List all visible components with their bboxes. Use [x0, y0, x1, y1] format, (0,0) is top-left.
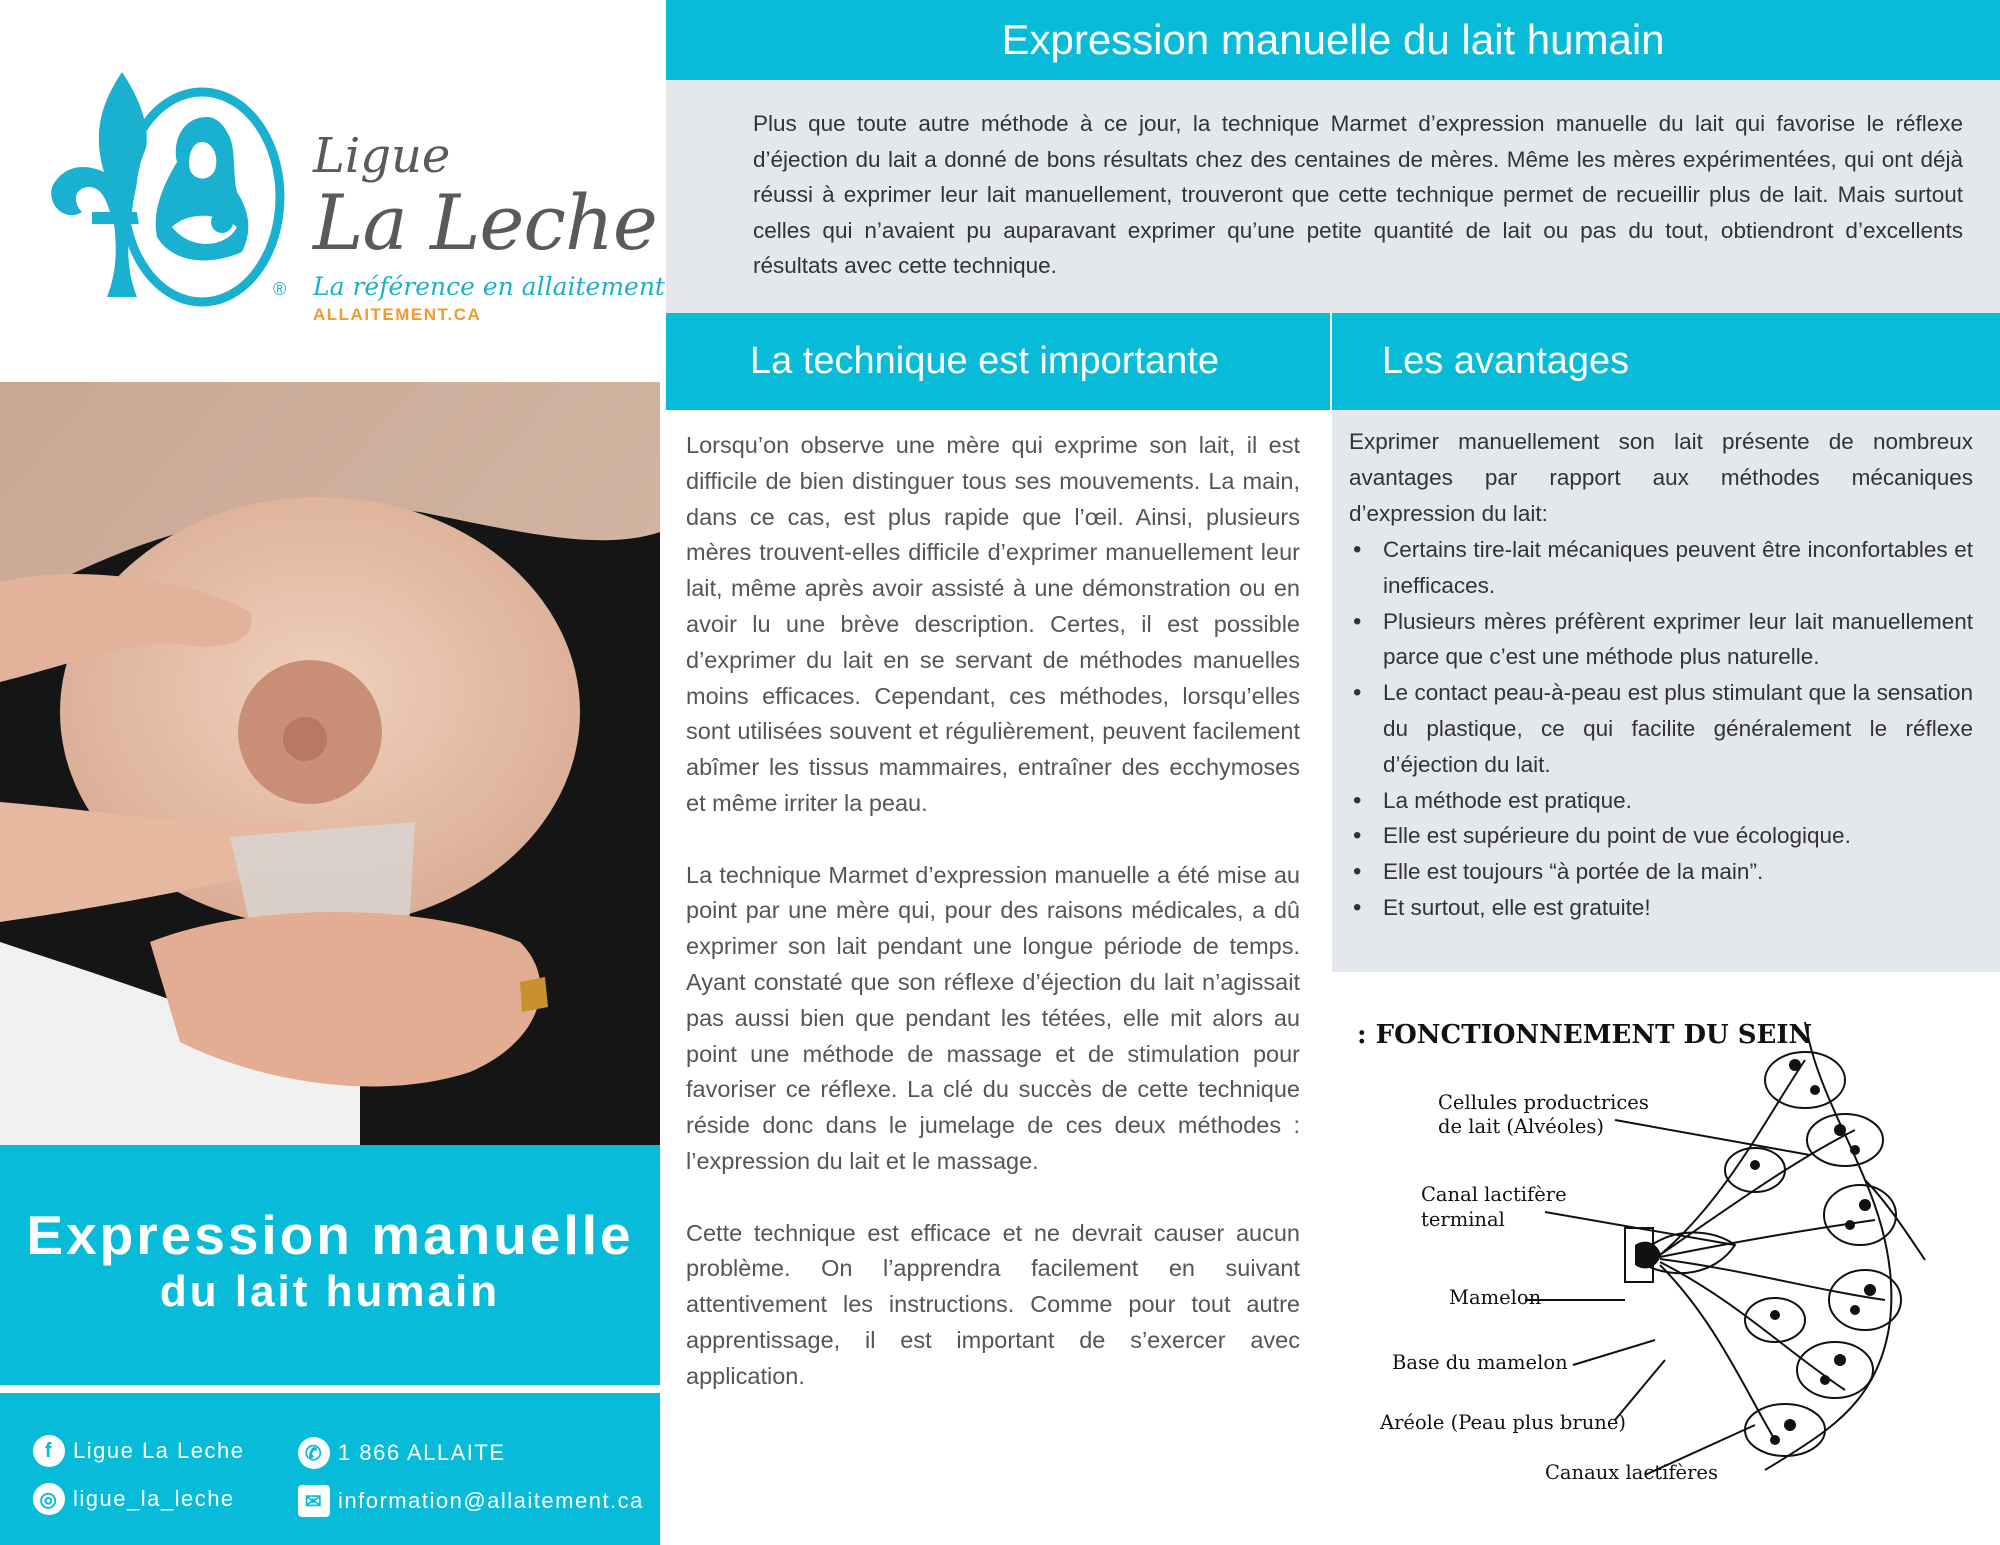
- list-item: • Certains tire-lait mécaniques peuvent être inconfortables et inefficaces.: [1349, 532, 1973, 604]
- facebook-icon: f: [33, 1435, 65, 1467]
- technique-paragraph: Lorsqu’on observe une mère qui exprime son lait, il est difficile de bien distinguer tous ses mouvements. La main, dans ce cas, est plus rapide que l’œil. Ainsi, plusieurs mères trouvent-elles difficile d’exprimer manuellement leur lait, même après avoir assisté à une démonstration ou en avoir lu une brève description. Certes, il est possible d’exprimer du lait en se servant de méthodes manuelles moins efficaces. Cependant, ces méthodes, lorsqu’elles sont utilisées souvent et régulièrement, peuvent facilement abîmer les tissus mammaires, entraîner des ecchymoses et même irriter la peau.: [686, 432, 1300, 816]
- technique-paragraph: Cette technique est efficace et ne devrait causer aucun problème. On l’apprendra facilement en suivant attentivement les instructions. Comme pour tout autre apprentissage, il est important de s’exercer avec application.: [686, 1219, 1300, 1389]
- label-alveoles: de lait (Alvéoles): [1438, 1115, 1604, 1138]
- email-label: information@allaitement.ca: [338, 1488, 644, 1513]
- avantages-intro: Exprimer manuellement son lait présente de nombreux avantages par rapport aux méthodes mécaniques d’expression du lait:: [1349, 429, 1973, 526]
- instagram-label: ligue_la_leche: [73, 1486, 235, 1511]
- fleur-de-lis-mother-child-icon: [22, 62, 292, 312]
- registered-mark: ®: [273, 279, 287, 299]
- contact-footer: [0, 1393, 660, 1545]
- technique-heading: La technique est importante: [666, 313, 1330, 410]
- label-canaux: Canaux lactifères: [1545, 1461, 1718, 1484]
- divider: [0, 1385, 660, 1393]
- email-icon: ✉: [298, 1485, 330, 1517]
- facebook-link[interactable]: [33, 1435, 244, 1467]
- logo-tagline: La référence en allaitement: [313, 272, 665, 301]
- technique-body: [686, 428, 1300, 1430]
- diagram-title: : FONCTIONNEMENT DU SEIN: [1357, 1020, 1813, 1050]
- cover-subtitle: du lait humain: [159, 1267, 501, 1316]
- hand-expression-photo: [0, 382, 660, 1145]
- logo-url: ALLAITEMENT.CA: [313, 305, 482, 324]
- label-alveoles: Cellules productrices: [1438, 1091, 1649, 1114]
- logo: [0, 0, 665, 380]
- logo-la-leche-text: La Leche: [313, 178, 657, 267]
- cover-title: Expression manuelle: [26, 1204, 634, 1266]
- email-link[interactable]: [298, 1485, 644, 1517]
- label-base-mamelon: Base du mamelon: [1392, 1351, 1568, 1374]
- avantages-list: [1349, 532, 1973, 926]
- label-canal-terminal: Canal lactifère: [1421, 1183, 1567, 1206]
- list-item: • Plusieurs mères préfèrent exprimer leur lait manuellement parce que c’est une méthode plus naturelle.: [1349, 604, 1973, 676]
- phone-label: 1 866 ALLAITE: [338, 1440, 506, 1465]
- phone-link[interactable]: [298, 1437, 506, 1469]
- label-areole: Aréole (Peau plus brune): [1380, 1411, 1626, 1434]
- intro-panel: [666, 80, 2000, 313]
- facebook-label: Ligue La Leche: [73, 1438, 245, 1463]
- list-item: • La méthode est pratique.: [1349, 783, 1973, 819]
- list-item: • Elle est supérieure du point de vue écologique.: [1349, 818, 1973, 854]
- list-item: • Elle est toujours “à portée de la main”.: [1349, 854, 1973, 890]
- instagram-icon: ◎: [33, 1483, 65, 1515]
- technique-paragraph: La technique Marmet d’expression manuelle a été mise au point par une mère qui, pour des raisons médicales, a dû exprimer son lait pendant une longue période de temps. Ayant constaté que son réflexe d’éjection du lait n’agissait pas aussi bien que pendant les tétées, elle mit alors au point une méthode de massage et de stimulation pour favoriser ce réflexe. La clé du succès de cette technique réside donc dans le jumelage de ces deux méthodes : l’expression du lait et le massage.: [686, 861, 1300, 1174]
- instagram-link[interactable]: [33, 1483, 235, 1515]
- cover-title-panel: [0, 1145, 660, 1385]
- list-item: • Le contact peau-à-peau est plus stimulant que la sensation du plastique, ce qui facilite généralement le réflexe d’éjection du lait.: [1349, 675, 1973, 782]
- avantages-panel: [1332, 410, 2000, 972]
- intro-paragraph: Plus que toute autre méthode à ce jour, la technique Marmet d’expression manuelle du lait qui favorise le réflexe d’éjection du lait a donné de bons résultats chez des centaines de mères. Même les mères expérimentées, qui ont déjà réussi à exprimer leur lait manuellement, trouveront que cette technique permet de recueillir plus de lait. Mais surtout celles qui n’avaient pu auparavant exprimer qu’une petite quantité de lait ou pas du tout, obtiendront d’excellents résultats avec cette technique.: [753, 111, 1963, 278]
- avantages-heading: Les avantages: [1332, 313, 2000, 410]
- phone-icon: ✆: [298, 1437, 330, 1469]
- page-title: Expression manuelle du lait humain: [666, 0, 2000, 80]
- logo-ligue-text: Ligue: [313, 128, 451, 184]
- label-mamelon: Mamelon: [1449, 1286, 1542, 1309]
- breast-anatomy-diagram: [1345, 1000, 1995, 1505]
- label-canal-terminal: terminal: [1421, 1208, 1505, 1231]
- list-item: • Et surtout, elle est gratuite!: [1349, 890, 1973, 926]
